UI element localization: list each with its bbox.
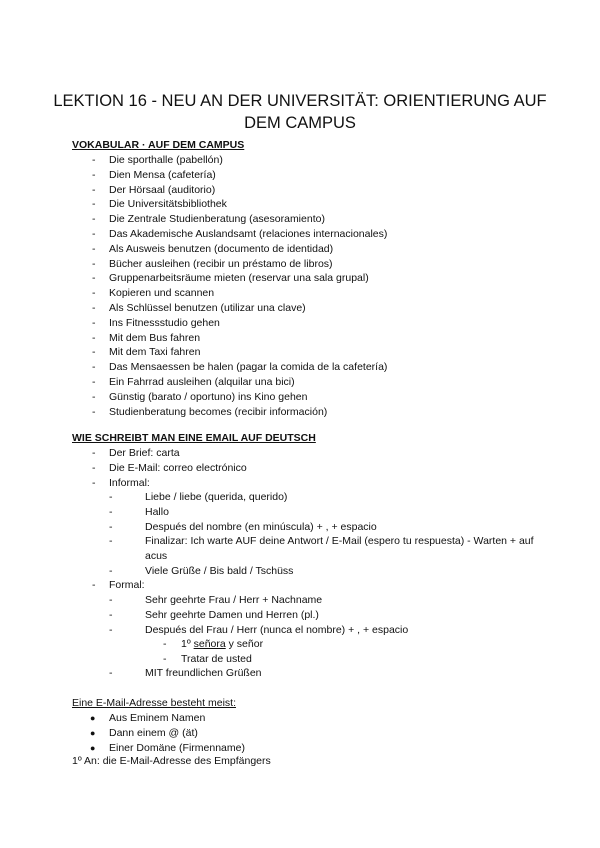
email-heading: WIE SCHREIBT MAN EINE EMAIL AUF DEUTSCH xyxy=(72,432,316,444)
formal-label-list xyxy=(92,578,145,593)
list-item: - MIT freundlichen Grüßen xyxy=(109,667,262,679)
list-item: - Als Ausweis benutzen (documento de identidad) xyxy=(92,242,334,255)
list-item: - Günstig (barato / oportuno) ins Kino gehen xyxy=(92,390,308,403)
list-item: - Ins Fitnessstudio gehen xyxy=(92,316,220,329)
page-title: LEKTION 16 - NEU AN DER UNIVERSITÄT: ORIENTIERUNG AUF DEM CAMPUS xyxy=(53,92,547,132)
list-item: - Ein Fahrrad ausleihen (alquilar una bici) xyxy=(92,375,295,388)
adresse-heading: Eine E-Mail-Adresse besteht meist: xyxy=(72,697,236,709)
adresse-list xyxy=(90,711,245,755)
list-item: - Als Schlüssel benutzen (utilizar una clave) xyxy=(92,301,306,314)
list-item: - Mit dem Taxi fahren xyxy=(92,346,201,359)
list-item: - Gruppenarbeitsräume mieten (reservar una sala grupal) xyxy=(92,272,369,285)
list-item: - Das Akademische Auslandsamt (relaciones internacionales) xyxy=(92,227,388,240)
list-item: ● Einer Domäne (Firmenname) xyxy=(90,741,245,754)
list-item: - Hallo xyxy=(109,505,169,518)
vokabular-heading: VOKABULAR · AUF DEM CAMPUS xyxy=(72,139,245,151)
adresse-footer: 1º An: die E-Mail-Adresse des Empfängers xyxy=(72,755,271,767)
list-item: - Die Zentrale Studienberatung (asesoramiento) xyxy=(92,213,325,226)
list-item: - Kopieren und scannen xyxy=(92,287,215,300)
list-item: - Die Universitätsbibliothek xyxy=(92,198,227,211)
list-item: - Sehr geehrte Damen und Herren (pl.) xyxy=(109,608,319,621)
list-item: - 1º señora y señor xyxy=(163,638,264,650)
list-item: - Studienberatung becomes (recibir información) xyxy=(92,405,328,418)
list-item: - Liebe / liebe (querida, querido) xyxy=(109,491,288,503)
formal-sublist xyxy=(163,637,263,667)
list-item: ● Dann einem @ (ät) xyxy=(90,726,198,739)
list-item: - Die E-Mail: correo electrónico xyxy=(92,461,247,474)
list-item: - Bücher ausleihen (recibir un préstamo de libros) xyxy=(92,257,333,270)
list-item: - Formal: xyxy=(92,579,145,591)
formal-list xyxy=(109,593,408,637)
list-item: ● Aus Eminem Namen xyxy=(90,712,206,724)
vokabular-list xyxy=(92,153,387,419)
list-item: - Mit dem Bus fahren xyxy=(92,331,201,344)
formal-closing-list xyxy=(109,666,262,681)
list-item: - Tratar de usted xyxy=(163,652,252,665)
list-item: - Finalizar: Ich warte AUF deine Antwort / E-Mail (espero tu respuesta) - Warten + auf acus xyxy=(109,535,534,563)
informal-list xyxy=(109,490,545,579)
list-item: - Sehr geehrte Frau / Herr + Nachname xyxy=(109,594,323,606)
list-item: - Viele Grüße / Bis bald / Tschüss xyxy=(109,564,294,577)
list-item: - Después del Frau / Herr (nunca el nombre) + , + espacio xyxy=(109,623,409,636)
list-item: - Das Mensaessen be halen (pagar la comida de la cafetería) xyxy=(92,361,388,374)
list-item: - Die sporthalle (pabellón) xyxy=(92,154,223,166)
email-list xyxy=(92,446,247,490)
list-item: - Der Brief: carta xyxy=(92,447,180,459)
list-item: - Después del nombre (en minúscula) + , + espacio xyxy=(109,520,377,533)
list-item: - Der Hörsaal (auditorio) xyxy=(92,183,216,196)
list-item: - Informal: xyxy=(92,476,150,489)
list-item: - Dien Mensa (cafetería) xyxy=(92,168,216,181)
